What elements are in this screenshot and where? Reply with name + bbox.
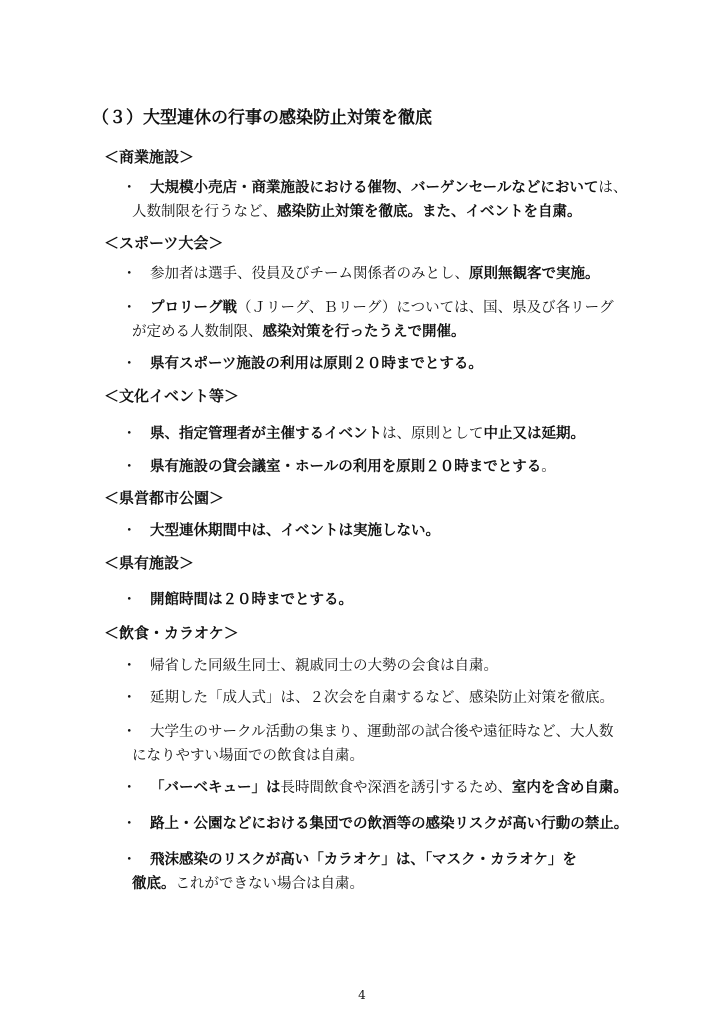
page-number: 4	[358, 988, 366, 1002]
item-line	[122, 720, 682, 744]
item-line	[122, 519, 682, 543]
bullet-glyph: ・	[122, 724, 137, 740]
bullet-glyph: ・	[122, 816, 137, 832]
list-item	[122, 455, 682, 479]
bullet-glyph: ・	[122, 658, 137, 674]
bullet-glyph: ・	[122, 180, 137, 196]
item-line	[122, 776, 682, 800]
list-item	[122, 262, 682, 286]
bullet-glyph: ・	[122, 426, 137, 442]
list-item	[122, 519, 682, 543]
section-heading-park: ＜県営都市公園＞	[104, 489, 225, 507]
bullet-glyph: ・	[122, 690, 137, 706]
item-text: 中止又は延期。	[483, 426, 585, 442]
item-text: になりやすい場面での飲食は自粛。	[132, 748, 364, 764]
item-text: プロリーグ戦	[150, 300, 237, 316]
item-text: 大型連休期間中は、イベントは実施しない。	[150, 523, 440, 539]
item-line	[122, 262, 682, 286]
item-text: 飛沫感染のリスクが高い「カラオケ」は、「マスク・カラオケ」を	[150, 852, 577, 868]
item-line	[122, 654, 682, 678]
item-line	[122, 686, 682, 710]
bullet-glyph: ・	[122, 266, 137, 282]
item-text: 延期した「成人式」は、２次会を自粛するなど、感染防止対策を徹底。	[150, 690, 614, 706]
list-item	[122, 588, 682, 612]
item-text: 。	[541, 459, 556, 475]
item-text: は、原則として	[382, 426, 484, 442]
list-item	[122, 776, 682, 800]
item-text: 帰省した同級生同士、親戚同士の大勢の会食は自粛。	[150, 658, 498, 674]
item-text: 原則無観客で実施。	[469, 266, 600, 282]
bullet-glyph: ・	[122, 523, 137, 539]
item-line	[122, 455, 682, 479]
item-line	[122, 848, 682, 872]
item-line	[122, 422, 682, 446]
item-text: 路上・公園などにおける集団での飲酒等の感染リスクが高い行動の禁止。	[150, 816, 629, 832]
item-text: これができない場合は自粛。	[175, 876, 364, 892]
item-line	[122, 872, 682, 896]
item-text: 人数制限を行うなど、	[132, 204, 277, 220]
bullet-glyph: ・	[122, 780, 137, 796]
item-text: 県有スポーツ施設の利用は原則２０時までとする。	[150, 356, 483, 372]
list-item	[122, 720, 682, 768]
item-text: 大規模小売店・商業施設における催物、バーゲンセールなどにおいて	[150, 180, 599, 196]
item-text: （Ｊリーグ、Ｂリーグ）については、国、県及び各リーグ	[237, 300, 614, 316]
list-item	[122, 352, 682, 376]
section-heading-culture: ＜文化イベント等＞	[104, 387, 240, 405]
item-text: 県、指定管理者が主催するイベント	[150, 426, 382, 442]
item-text: 室内を含め自粛。	[511, 780, 628, 796]
bullet-glyph: ・	[122, 852, 137, 868]
item-text: は、	[598, 180, 628, 196]
list-item	[122, 812, 682, 836]
item-line	[122, 744, 682, 768]
item-line	[122, 176, 682, 200]
item-text: 感染防止対策を徹底。また、イベントを自粛。	[277, 204, 582, 220]
section-heading-sports: ＜スポーツ大会＞	[104, 234, 224, 252]
page-title: （３）大型連休の行事の感染防止対策を徹底	[92, 108, 432, 128]
list-item	[122, 296, 682, 344]
item-text: 参加者は選手、役員及びチーム関係者のみとし、	[150, 266, 469, 282]
list-item	[122, 654, 682, 678]
item-text: 徹底。	[132, 876, 176, 892]
bullet-glyph: ・	[122, 459, 137, 475]
item-line	[122, 812, 682, 836]
item-line	[122, 296, 682, 320]
bullet-glyph: ・	[122, 300, 137, 316]
bullet-glyph: ・	[122, 356, 137, 372]
item-text: 開館時間は２０時までとする。	[150, 592, 353, 608]
item-text: 「バーベキュー」は	[150, 780, 281, 796]
item-line	[122, 352, 682, 376]
section-heading-commercial: ＜商業施設＞	[104, 148, 195, 166]
item-line	[122, 320, 682, 344]
list-item	[122, 176, 682, 224]
list-item	[122, 686, 682, 710]
item-line	[122, 200, 682, 224]
list-item	[122, 422, 682, 446]
bullet-glyph: ・	[122, 592, 137, 608]
section-heading-dining: ＜飲食・カラオケ＞	[104, 624, 239, 642]
item-line	[122, 588, 682, 612]
item-text: 長時間飲食や深酒を誘引するため、	[280, 780, 512, 796]
item-text: 大学生のサークル活動の集まり、運動部の試合後や遠征時など、大人数	[150, 724, 614, 740]
item-text: 感染対策を行ったうえで開催。	[262, 324, 466, 340]
section-heading-facilities: ＜県有施設＞	[104, 554, 195, 572]
item-text: 県有施設の貸会議室・ホールの利用を原則２０時までとする	[150, 459, 542, 475]
list-item	[122, 848, 682, 896]
item-text: が定める人数制限、	[132, 324, 263, 340]
